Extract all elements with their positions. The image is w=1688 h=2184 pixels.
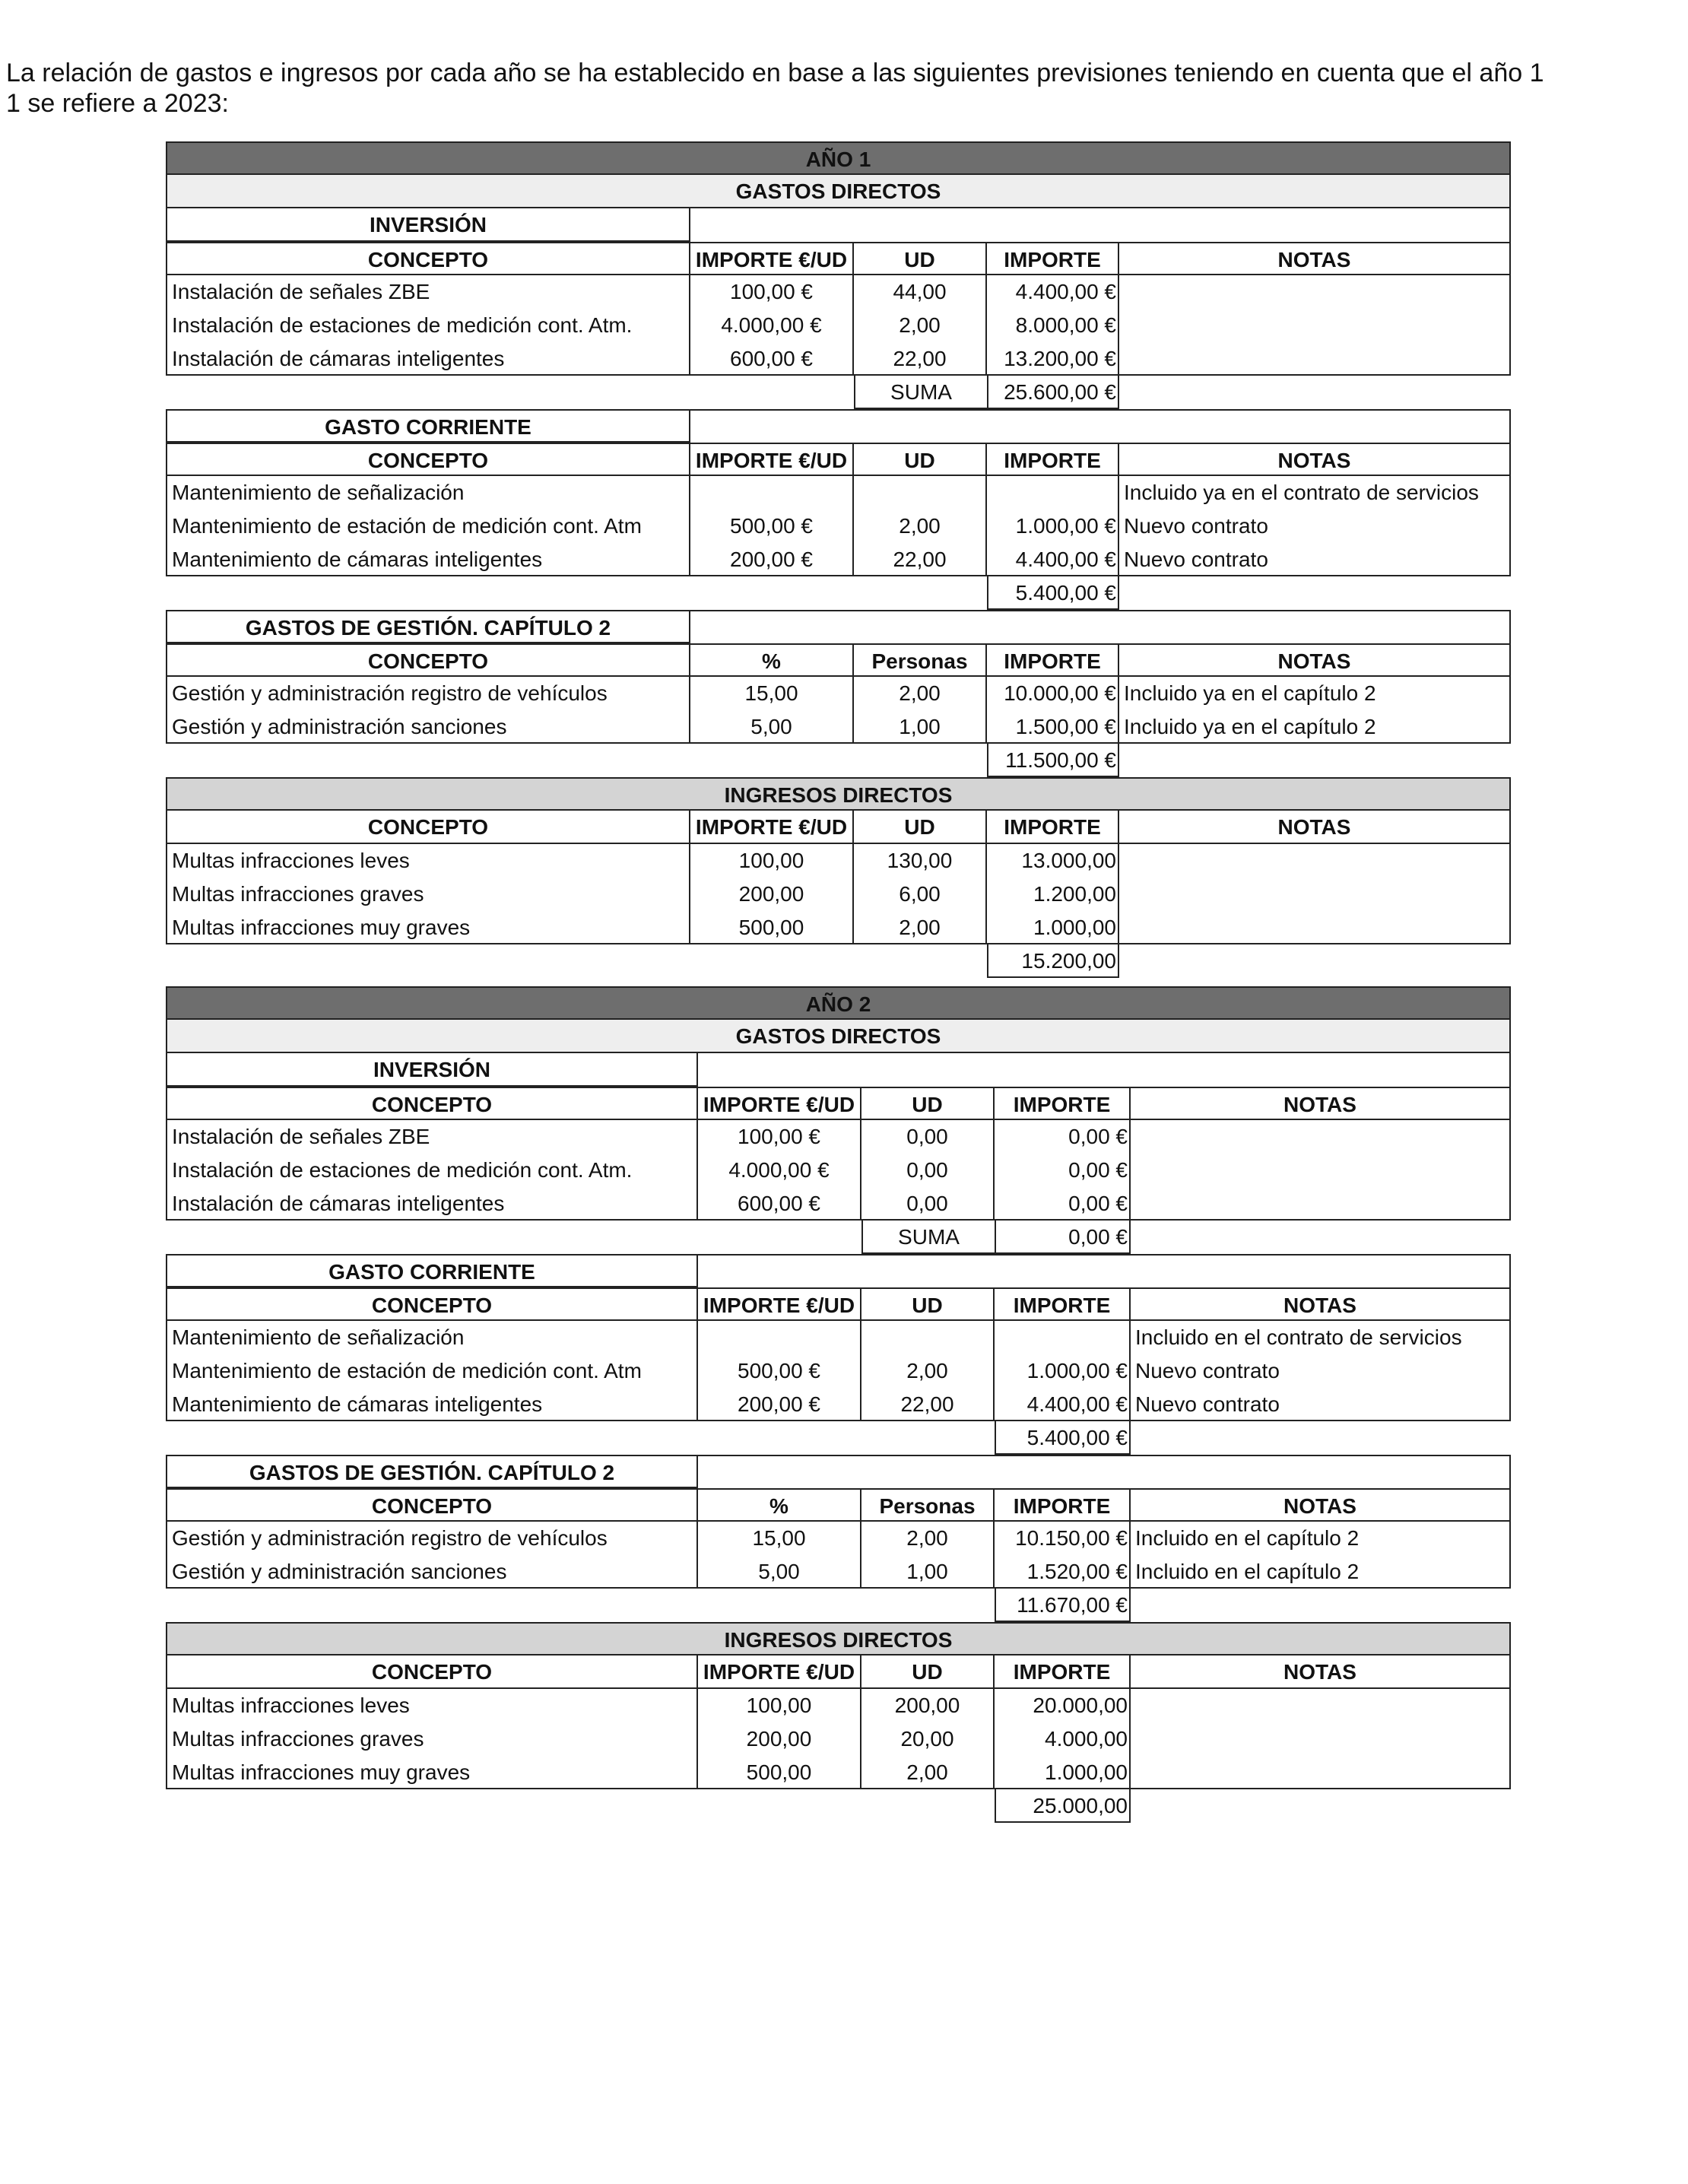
inversion-cell (1119, 309, 1511, 342)
table-row (166, 275, 1511, 309)
ingresos-directos-cell (1131, 1756, 1511, 1789)
ingresos-directos-cell: 2,00 (854, 911, 987, 944)
ingresos-directos-sum-value: 15.200,00 (987, 944, 1119, 978)
inversion-cell: 22,00 (854, 342, 987, 376)
gastos-gestion-sum-row (166, 744, 1511, 777)
inversion-header-4: NOTAS (1119, 242, 1511, 275)
ingresos-directos-header-0: CONCEPTO (166, 811, 690, 844)
table-row (166, 878, 1511, 911)
ingresos-directos-cell: 13.000,00 (987, 844, 1119, 878)
inversion-sum-row (166, 376, 1511, 409)
ingresos-directos-title-row (166, 777, 1511, 811)
inversion-header-0: CONCEPTO (166, 1087, 698, 1120)
gasto-corriente-cell: 4.400,00 € (987, 543, 1119, 576)
ingresos-directos-title: INGRESOS DIRECTOS (166, 1622, 1511, 1655)
ingresos-directos-title: INGRESOS DIRECTOS (166, 777, 1511, 811)
year-title: AÑO 1 (166, 141, 1511, 175)
inversion-sum-value: 0,00 € (995, 1221, 1131, 1254)
inversion-cell: 4.000,00 € (698, 1154, 861, 1187)
ingresos-directos-header-3: IMPORTE (995, 1655, 1131, 1689)
gasto-corriente-cell: Mantenimiento de señalización (166, 1321, 698, 1354)
ingresos-directos-cell (1119, 911, 1511, 944)
gastos-gestion-cell: 10.000,00 € (987, 677, 1119, 710)
gasto-corriente-cell: Nuevo contrato (1131, 1388, 1511, 1421)
inversion-title: INVERSIÓN (166, 1053, 698, 1087)
gastos-gestion-sum-value: 11.670,00 € (995, 1589, 1131, 1622)
gastos-gestion-cell: Gestión y administración sanciones (166, 1555, 698, 1589)
ingresos-directos-title-row (166, 1622, 1511, 1655)
ingresos-directos-cell: Multas infracciones graves (166, 1722, 698, 1756)
gastos-gestion-header-2: Personas (861, 1488, 995, 1522)
inversion-header-row (166, 1087, 1511, 1120)
ingresos-directos-cell: Multas infracciones leves (166, 1689, 698, 1722)
ingresos-directos-header-4: NOTAS (1119, 811, 1511, 844)
inversion-cell: Instalación de estaciones de medición cont. Atm. (166, 1154, 698, 1187)
inversion-cell (1131, 1120, 1511, 1154)
inversion-header-0: CONCEPTO (166, 242, 690, 275)
table-row (166, 476, 1511, 509)
ingresos-directos-cell: 200,00 (861, 1689, 995, 1722)
gastos-gestion-title: GASTOS DE GESTIÓN. CAPÍTULO 2 (166, 1455, 698, 1488)
gasto-corriente-title-blank (689, 409, 1511, 443)
ingresos-directos-header-0: CONCEPTO (166, 1655, 698, 1689)
gastos-gestion-cell: 2,00 (861, 1522, 995, 1555)
inversion-title-blank (696, 1053, 1511, 1087)
inversion-sum-row (166, 1221, 1511, 1254)
gastos-gestion-header-3: IMPORTE (995, 1488, 1131, 1522)
gasto-corriente-cell (861, 1321, 995, 1354)
table-row (166, 844, 1511, 878)
inversion-header-3: IMPORTE (987, 242, 1119, 275)
inversion-cell: Instalación de estaciones de medición cont. Atm. (166, 309, 690, 342)
gasto-corriente-cell: Nuevo contrato (1119, 509, 1511, 543)
gasto-corriente-cell: 2,00 (861, 1354, 995, 1388)
gasto-corriente-title: GASTO CORRIENTE (166, 409, 690, 443)
gastos-gestion-cell: 2,00 (854, 677, 987, 710)
gastos-gestion-header-0: CONCEPTO (166, 1488, 698, 1522)
table-row (166, 1354, 1511, 1388)
gasto-corriente-cell: 2,00 (854, 509, 987, 543)
inversion-cell: 8.000,00 € (987, 309, 1119, 342)
inversion-header-2: UD (854, 242, 987, 275)
gasto-corriente-header-2: UD (861, 1287, 995, 1321)
inversion-cell: 0,00 (861, 1187, 995, 1221)
ingresos-directos-header-row (166, 1655, 1511, 1689)
inversion-cell: 13.200,00 € (987, 342, 1119, 376)
table-row (166, 1555, 1511, 1589)
gastos-gestion-cell: 5,00 (698, 1555, 861, 1589)
ingresos-directos-cell: 6,00 (854, 878, 987, 911)
table-row (166, 342, 1511, 376)
table-row (166, 309, 1511, 342)
inversion-cell: Instalación de cámaras inteligentes (166, 1187, 698, 1221)
gasto-corriente-cell: Mantenimiento de cámaras inteligentes (166, 543, 690, 576)
gastos-gestion-cell: 1.520,00 € (995, 1555, 1131, 1589)
gasto-corriente-cell: Mantenimiento de cámaras inteligentes (166, 1388, 698, 1421)
inversion-cell (1131, 1154, 1511, 1187)
inversion-cell: 0,00 € (995, 1187, 1131, 1221)
ingresos-directos-header-row (166, 811, 1511, 844)
ingresos-directos-header-4: NOTAS (1131, 1655, 1511, 1689)
gasto-corriente-cell (690, 476, 854, 509)
gasto-corriente-cell: 22,00 (861, 1388, 995, 1421)
inversion-cell: 600,00 € (690, 342, 854, 376)
gastos-gestion-cell: 15,00 (698, 1522, 861, 1555)
ingresos-directos-cell (1131, 1689, 1511, 1722)
table-row (166, 1154, 1511, 1187)
intro-line-2: 1 se refiere a 2023: (6, 89, 229, 118)
gastos-directos-title: GASTOS DIRECTOS (166, 1020, 1511, 1053)
ingresos-directos-cell: 1.200,00 (987, 878, 1119, 911)
inversion-header-4: NOTAS (1131, 1087, 1511, 1120)
gastos-gestion-cell: 1.500,00 € (987, 710, 1119, 744)
gasto-corriente-header-2: UD (854, 443, 987, 476)
ingresos-directos-sum-row (166, 1789, 1511, 1823)
gasto-corriente-cell: 200,00 € (690, 543, 854, 576)
table-row (166, 543, 1511, 576)
inversion-cell: Instalación de cámaras inteligentes (166, 342, 690, 376)
gasto-corriente-cell: Nuevo contrato (1131, 1354, 1511, 1388)
inversion-cell: Instalación de señales ZBE (166, 1120, 698, 1154)
ingresos-directos-header-1: IMPORTE €/UD (698, 1655, 861, 1689)
ingresos-directos-cell: Multas infracciones muy graves (166, 1756, 698, 1789)
inversion-cell: 44,00 (854, 275, 987, 309)
inversion-cell (1131, 1187, 1511, 1221)
ingresos-directos-cell: 20.000,00 (995, 1689, 1131, 1722)
ingresos-directos-header-1: IMPORTE €/UD (690, 811, 854, 844)
gasto-corriente-cell: Mantenimiento de estación de medición cont. Atm (166, 1354, 698, 1388)
inversion-cell: 0,00 € (995, 1120, 1131, 1154)
gastos-gestion-cell: 15,00 (690, 677, 854, 710)
gastos-gestion-header-row (166, 643, 1511, 677)
inversion-title: INVERSIÓN (166, 208, 690, 242)
gastos-gestion-cell: Incluido en el capítulo 2 (1131, 1555, 1511, 1589)
gasto-corriente-cell: Nuevo contrato (1119, 543, 1511, 576)
gasto-corriente-sum-value: 5.400,00 € (995, 1421, 1131, 1455)
ingresos-directos-cell: 1.000,00 (995, 1756, 1131, 1789)
inversion-cell (1119, 275, 1511, 309)
gasto-corriente-cell: Mantenimiento de estación de medición cont. Atm (166, 509, 690, 543)
ingresos-directos-cell: 200,00 (698, 1722, 861, 1756)
inversion-cell: 2,00 (854, 309, 987, 342)
gastos-gestion-cell: Gestión y administración registro de vehículos (166, 1522, 698, 1555)
gasto-corriente-header-row (166, 443, 1511, 476)
gasto-corriente-header-3: IMPORTE (987, 443, 1119, 476)
gasto-corriente-header-1: IMPORTE €/UD (690, 443, 854, 476)
ingresos-directos-cell: 100,00 (698, 1689, 861, 1722)
inversion-header-row (166, 242, 1511, 275)
gasto-corriente-header-0: CONCEPTO (166, 443, 690, 476)
gasto-corriente-sum-value: 5.400,00 € (987, 576, 1119, 610)
gasto-corriente-header-1: IMPORTE €/UD (698, 1287, 861, 1321)
inversion-cell: 4.000,00 € (690, 309, 854, 342)
gastos-gestion-title-blank (689, 610, 1511, 643)
gastos-gestion-cell: 1,00 (854, 710, 987, 744)
inversion-header-3: IMPORTE (995, 1087, 1131, 1120)
gastos-gestion-title-row (166, 1455, 1511, 1488)
year-2-table (166, 986, 1511, 1823)
year-1-table (166, 141, 1511, 978)
gasto-corriente-header-4: NOTAS (1119, 443, 1511, 476)
gasto-corriente-title-row (166, 409, 1511, 443)
gastos-gestion-header-1: % (698, 1488, 861, 1522)
gasto-corriente-title-row (166, 1254, 1511, 1287)
inversion-header-1: IMPORTE €/UD (698, 1087, 861, 1120)
ingresos-directos-sum-row (166, 944, 1511, 978)
inversion-cell: 100,00 € (690, 275, 854, 309)
ingresos-directos-cell: 200,00 (690, 878, 854, 911)
table-row (166, 1388, 1511, 1421)
gasto-corriente-header-4: NOTAS (1131, 1287, 1511, 1321)
table-row (166, 1756, 1511, 1789)
gasto-corriente-header-row (166, 1287, 1511, 1321)
gasto-corriente-cell (995, 1321, 1131, 1354)
intro-text (6, 58, 1688, 119)
gastos-title-row (166, 1020, 1511, 1053)
gastos-gestion-cell: 5,00 (690, 710, 854, 744)
gasto-corriente-header-3: IMPORTE (995, 1287, 1131, 1321)
ingresos-directos-cell: 2,00 (861, 1756, 995, 1789)
gasto-corriente-cell (698, 1321, 861, 1354)
gastos-gestion-cell: Incluido ya en el capítulo 2 (1119, 677, 1511, 710)
ingresos-directos-cell (1119, 844, 1511, 878)
gastos-gestion-cell: Gestión y administración registro de vehículos (166, 677, 690, 710)
gasto-corriente-cell: 500,00 € (698, 1354, 861, 1388)
ingresos-directos-sum-value: 25.000,00 (995, 1789, 1131, 1823)
inversion-cell: 100,00 € (698, 1120, 861, 1154)
gastos-gestion-title: GASTOS DE GESTIÓN. CAPÍTULO 2 (166, 610, 690, 643)
year-title: AÑO 2 (166, 986, 1511, 1020)
gastos-title-row (166, 175, 1511, 208)
ingresos-directos-header-2: UD (854, 811, 987, 844)
ingresos-directos-cell: Multas infracciones graves (166, 878, 690, 911)
gastos-gestion-title-blank (696, 1455, 1511, 1488)
gasto-corriente-title: GASTO CORRIENTE (166, 1254, 698, 1287)
year-title-row (166, 141, 1511, 175)
gastos-gestion-title-row (166, 610, 1511, 643)
inversion-header-2: UD (861, 1087, 995, 1120)
ingresos-directos-cell: 20,00 (861, 1722, 995, 1756)
gasto-corriente-cell: Mantenimiento de señalización (166, 476, 690, 509)
table-row (166, 1321, 1511, 1354)
ingresos-directos-cell: Multas infracciones leves (166, 844, 690, 878)
gastos-gestion-header-4: NOTAS (1131, 1488, 1511, 1522)
gastos-gestion-header-row (166, 1488, 1511, 1522)
table-row (166, 1120, 1511, 1154)
gasto-corriente-sum-row (166, 1421, 1511, 1455)
ingresos-directos-cell: 500,00 (698, 1756, 861, 1789)
gasto-corriente-cell: 1.000,00 € (987, 509, 1119, 543)
inversion-title-row (166, 208, 1511, 242)
ingresos-directos-cell: 4.000,00 (995, 1722, 1131, 1756)
ingresos-directos-cell: 500,00 (690, 911, 854, 944)
gastos-gestion-cell: Incluido en el capítulo 2 (1131, 1522, 1511, 1555)
gastos-gestion-header-2: Personas (854, 643, 987, 677)
table-row (166, 1722, 1511, 1756)
gasto-corriente-cell (987, 476, 1119, 509)
inversion-sum-value: 25.600,00 € (987, 376, 1119, 409)
gasto-corriente-cell: 1.000,00 € (995, 1354, 1131, 1388)
gasto-corriente-title-blank (696, 1254, 1511, 1287)
ingresos-directos-cell: Multas infracciones muy graves (166, 911, 690, 944)
gastos-gestion-cell: Incluido ya en el capítulo 2 (1119, 710, 1511, 744)
gasto-corriente-cell: 200,00 € (698, 1388, 861, 1421)
inversion-title-row (166, 1053, 1511, 1087)
gastos-gestion-cell: 10.150,00 € (995, 1522, 1131, 1555)
gastos-gestion-sum-value: 11.500,00 € (987, 744, 1119, 777)
ingresos-directos-cell: 100,00 (690, 844, 854, 878)
gastos-gestion-header-1: % (690, 643, 854, 677)
table-row (166, 1689, 1511, 1722)
gastos-gestion-sum-row (166, 1589, 1511, 1622)
inversion-cell (1119, 342, 1511, 376)
gastos-gestion-cell: 1,00 (861, 1555, 995, 1589)
gastos-gestion-cell: Gestión y administración sanciones (166, 710, 690, 744)
ingresos-directos-cell: 1.000,00 (987, 911, 1119, 944)
table-row (166, 509, 1511, 543)
inversion-header-1: IMPORTE €/UD (690, 242, 854, 275)
inversion-sum-label: SUMA (861, 1221, 995, 1254)
table-row (166, 1187, 1511, 1221)
gastos-gestion-header-4: NOTAS (1119, 643, 1511, 677)
table-row (166, 911, 1511, 944)
ingresos-directos-header-2: UD (861, 1655, 995, 1689)
inversion-cell: 0,00 (861, 1120, 995, 1154)
year-title-row (166, 986, 1511, 1020)
inversion-cell: 4.400,00 € (987, 275, 1119, 309)
ingresos-directos-cell (1119, 878, 1511, 911)
gasto-corriente-cell (854, 476, 987, 509)
gastos-directos-title: GASTOS DIRECTOS (166, 175, 1511, 208)
gasto-corriente-cell: 500,00 € (690, 509, 854, 543)
intro-line-1: La relación de gastos e ingresos por cada año se ha establecido en base a las siguientes previsiones teniendo en cuenta que el año 1 (6, 59, 1544, 87)
table-row (166, 677, 1511, 710)
inversion-title-blank (689, 208, 1511, 242)
gasto-corriente-cell: Incluido ya en el contrato de servicios (1119, 476, 1511, 509)
gastos-gestion-header-3: IMPORTE (987, 643, 1119, 677)
table-row (166, 1522, 1511, 1555)
gasto-corriente-cell: 22,00 (854, 543, 987, 576)
gasto-corriente-sum-row (166, 576, 1511, 610)
inversion-sum-label: SUMA (854, 376, 987, 409)
ingresos-directos-header-3: IMPORTE (987, 811, 1119, 844)
gasto-corriente-cell: 4.400,00 € (995, 1388, 1131, 1421)
ingresos-directos-cell (1131, 1722, 1511, 1756)
inversion-cell: 600,00 € (698, 1187, 861, 1221)
gastos-gestion-header-0: CONCEPTO (166, 643, 690, 677)
inversion-cell: 0,00 € (995, 1154, 1131, 1187)
ingresos-directos-cell: 130,00 (854, 844, 987, 878)
gasto-corriente-header-0: CONCEPTO (166, 1287, 698, 1321)
gasto-corriente-cell: Incluido en el contrato de servicios (1131, 1321, 1511, 1354)
inversion-cell: Instalación de señales ZBE (166, 275, 690, 309)
inversion-cell: 0,00 (861, 1154, 995, 1187)
table-row (166, 710, 1511, 744)
